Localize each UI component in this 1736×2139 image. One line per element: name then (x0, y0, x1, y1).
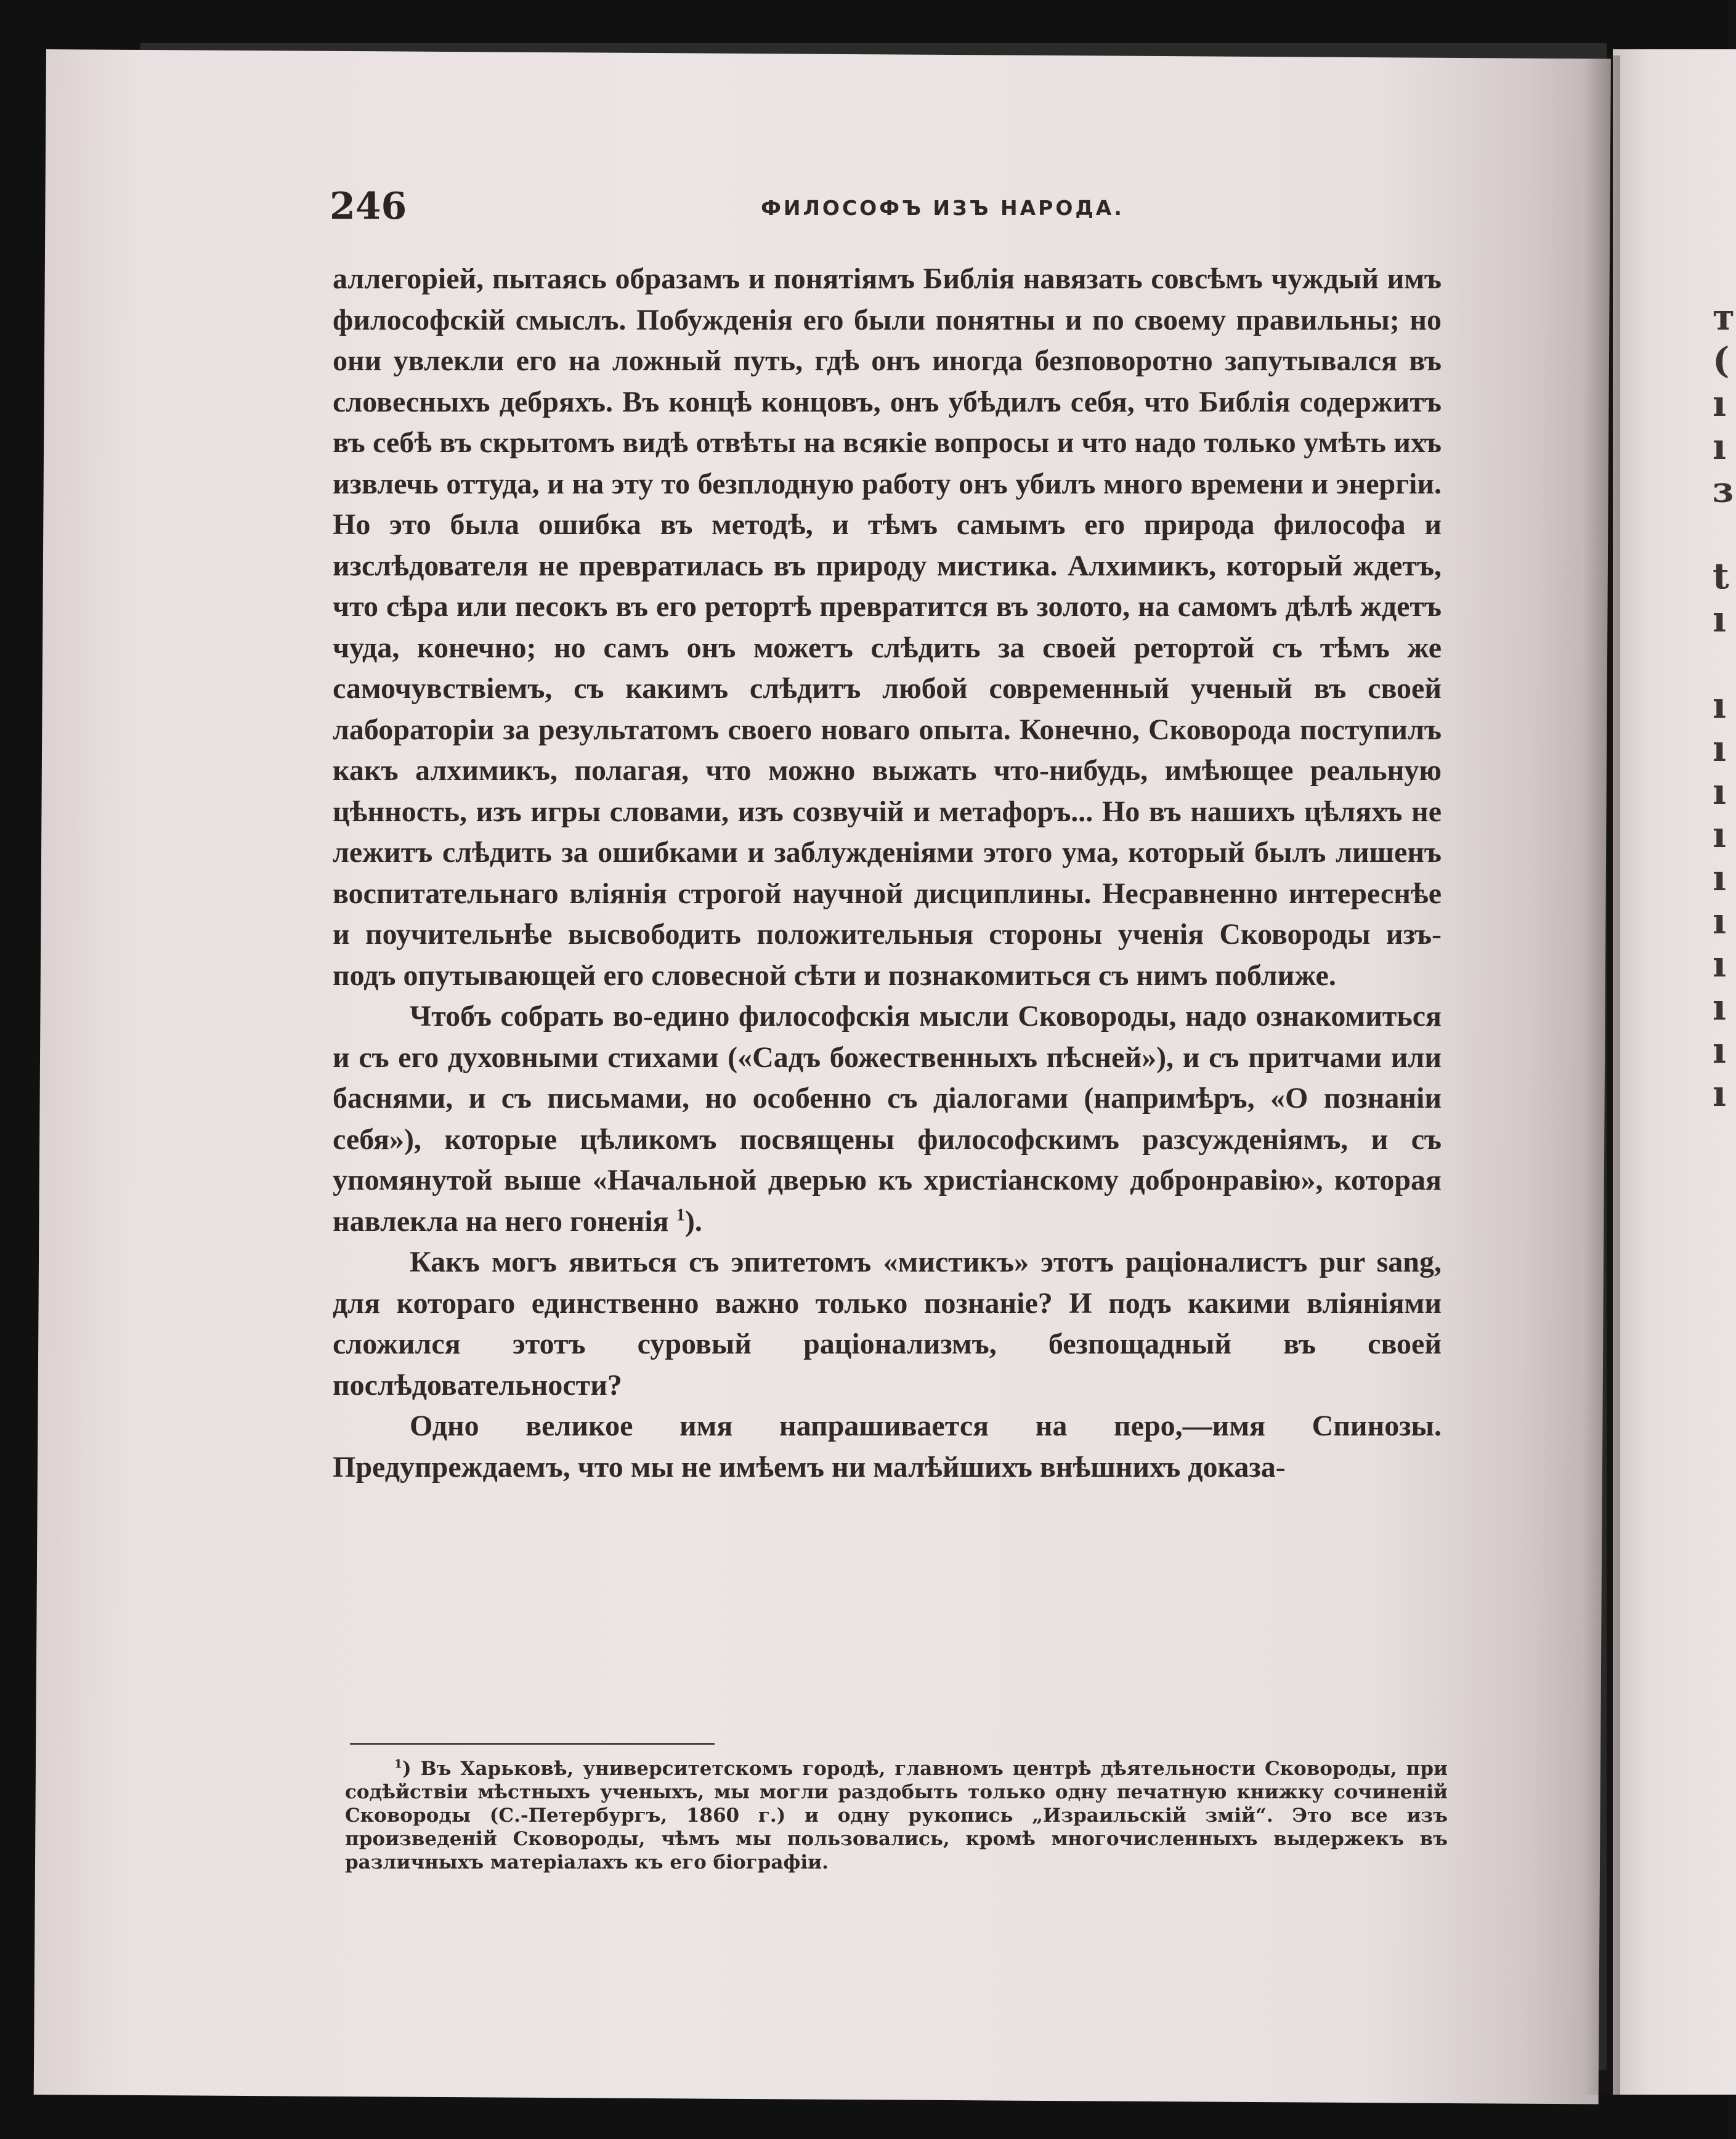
paragraph (333, 996, 1442, 1242)
facing-mark: ı (1713, 814, 1727, 856)
spine-shadow (1583, 55, 1620, 2095)
facing-page-marks (1713, 296, 1735, 1115)
facing-mark: ı (1713, 1073, 1727, 1114)
paragraph: Одно великое имя напрашивается на перо,—имя Спинозы. Предупреждаемъ, что мы не имѣемъ ни малѣйшихъ внѣшнихъ доказа- (333, 1410, 1442, 1484)
facing-mark: t (1713, 555, 1729, 597)
running-head: ФИЛОСОФЪ ИЗЪ НАРОДА. (761, 196, 1124, 220)
facing-mark: ı (1713, 728, 1727, 769)
facing-mark: ı (1713, 943, 1727, 985)
paragraph: Какъ могъ явиться съ эпитетомъ «мистикъ» этотъ раціоналистъ pur sang, для котораго единственно важно только познаніе? И подъ какими вліяніями сложился этотъ суровый раціонализмъ, безпощадный въ своей послѣдовательности? (333, 1246, 1442, 1402)
footnote (345, 1757, 1448, 1874)
footnote-rule (350, 1743, 715, 1745)
footnote-marker-tail: ) (402, 1758, 412, 1780)
facing-mark: ı (1713, 771, 1727, 813)
body-text (333, 259, 1442, 1488)
facing-mark: ı (1713, 426, 1727, 468)
facing-mark: ı (1713, 598, 1727, 640)
facing-mark: ı (1713, 383, 1727, 424)
facing-mark: ı (1713, 684, 1727, 726)
paragraph-text: Чтобъ собрать во-едино философскія мысли Сковороды, надо ознакомиться и съ его духовными стихами («Садъ божественныхъ пѣсней»), и съ притчами или баснями, и съ письмами, но особенно съ діалогами (напримѣръ, «О познаніи себя»), которые цѣликомъ посвящены философскимъ разсужденіямъ, и съ упомянутой выше «Начальной дверью къ христіанскому добронравію», которая навлекла на него гоненія (333, 1000, 1442, 1238)
footnote-text: Въ Харьковѣ, университетскомъ городѣ, главномъ центрѣ дѣятельности Сковороды, при содѣйствіи мѣстныхъ ученыхъ, мы могли раздобыть только одну печатную книжку сочиненій Сковороды (С.-Петербургъ, 1860 г.) и одну рукопись „Израильскій змій“. Это все изъ произведеній Сковороды, чѣмъ мы пользовались, кромѣ многочисленныхъ выдержекъ въ различныхъ матеріалахъ къ его біографіи. (345, 1758, 1448, 1873)
paragraph: аллегоріей, пытаясь образамъ и понятіямъ Библія навязать совсѣмъ чуждый имъ философскій смыслъ. Побужденія его были понятны и по своему правильны; но они увлекли его на ложный путь, гдѣ онъ иногда безповоротно запутывался въ словесныхъ дебряхъ. Въ концѣ концовъ, онъ убѣдилъ себя, что Библія содержитъ въ себѣ въ скрытомъ видѣ отвѣты на всякіе вопросы и что надо только умѣть ихъ извлечь оттуда, и на эту то безплодную работу онъ убилъ много времени и энергіи. Но это была ошибка въ методѣ, и тѣмъ самымъ его природа философа и изслѣдователя не превратилась въ природу мистика. Алхимикъ, который ждетъ, что сѣра или песокъ въ его ретортѣ превратится въ золото, на самомъ дѣлѣ ждетъ чуда, конечно; но самъ онъ можетъ слѣдить за своей ретортой съ тѣмъ же самочувствіемъ, съ какимъ слѣдитъ любой современный ученый въ своей лабораторіи за результатомъ своего новаго опыта. Конечно, Сковорода поступилъ какъ алхимикъ, полагая, что можно выжать что-нибудь, имѣющее реальную цѣнность, изъ игры словами, изъ созвучій и метафоръ... Но въ нашихъ цѣляхъ не лежитъ слѣдить за ошибками и заблужденіями этого ума, который былъ лишенъ воспитательнаго вліянія строгой научной дисциплины. Несравненно интереснѣе и поучительнѣе высвободить положительныя стороны ученія Сковороды изъ-подъ опутывающей его словесной сѣти и познакомиться съ нимъ поближе. (333, 262, 1442, 992)
facing-mark: ɜ (1713, 469, 1733, 511)
facing-mark: ı (1713, 986, 1727, 1028)
footnote-reference: 1 (676, 1204, 685, 1225)
facing-mark (1713, 511, 1731, 554)
facing-mark: ı (1713, 900, 1727, 942)
page-number: 246 (330, 185, 407, 228)
facing-mark: т (1713, 296, 1735, 338)
paragraph-tail: ). (684, 1204, 702, 1238)
facing-mark: ı (1713, 857, 1727, 899)
footnote-paragraph (345, 1757, 1448, 1874)
footnote-marker: 1 (394, 1758, 402, 1771)
facing-mark: ı (1713, 1029, 1727, 1071)
facing-mark (1713, 641, 1731, 684)
facing-mark: ( (1713, 339, 1730, 381)
